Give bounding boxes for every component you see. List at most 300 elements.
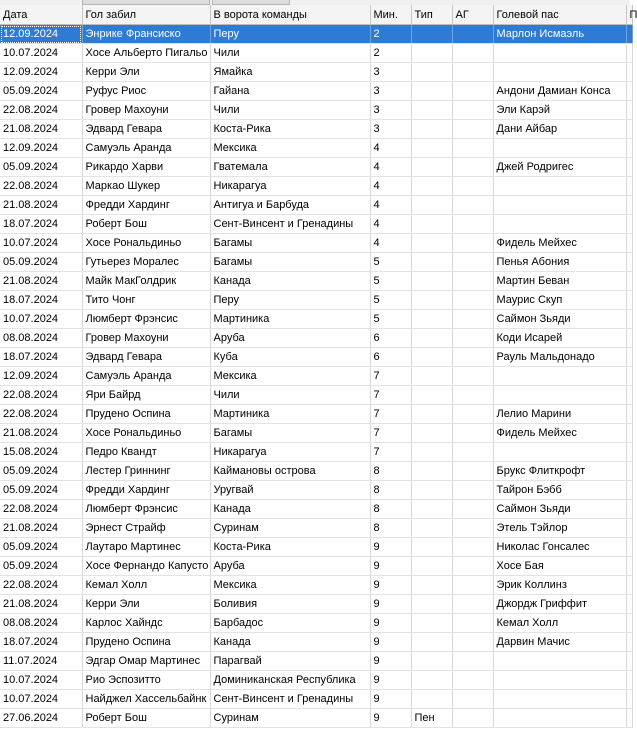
cell-minute[interactable]: 5 bbox=[370, 253, 411, 272]
cell-extra[interactable] bbox=[626, 82, 632, 101]
cell-minute[interactable]: 2 bbox=[370, 44, 411, 63]
cell-type[interactable] bbox=[411, 196, 452, 215]
cell-own-goal[interactable] bbox=[452, 386, 493, 405]
cell-against[interactable]: Аруба bbox=[210, 557, 370, 576]
table-row[interactable] bbox=[0, 500, 632, 519]
cell-minute[interactable]: 6 bbox=[370, 329, 411, 348]
cell-date[interactable]: 21.08.2024 bbox=[0, 272, 82, 291]
cell-type[interactable] bbox=[411, 671, 452, 690]
cell-assist[interactable] bbox=[493, 367, 626, 386]
cell-minute[interactable]: 2 bbox=[370, 25, 411, 44]
cell-minute[interactable]: 3 bbox=[370, 101, 411, 120]
cell-assist[interactable]: Дани Айбар bbox=[493, 120, 626, 139]
cell-scorer[interactable]: Эдвард Гевара bbox=[82, 120, 210, 139]
cell-type[interactable] bbox=[411, 405, 452, 424]
table-row[interactable] bbox=[0, 367, 632, 386]
cell-extra[interactable] bbox=[626, 196, 632, 215]
cell-scorer[interactable]: Гровер Махоуни bbox=[82, 329, 210, 348]
cell-scorer[interactable]: Фредди Хардинг bbox=[82, 196, 210, 215]
table-row[interactable] bbox=[0, 481, 632, 500]
cell-scorer[interactable]: Самуэль Аранда bbox=[82, 139, 210, 158]
cell-extra[interactable] bbox=[626, 348, 632, 367]
table-row[interactable] bbox=[0, 139, 632, 158]
cell-type[interactable] bbox=[411, 44, 452, 63]
cell-extra[interactable] bbox=[626, 690, 632, 709]
cell-own-goal[interactable] bbox=[452, 177, 493, 196]
cell-scorer[interactable]: Яри Байрд bbox=[82, 386, 210, 405]
cell-type[interactable] bbox=[411, 177, 452, 196]
col-header-assist[interactable]: Голевой пас bbox=[493, 5, 626, 25]
cell-date[interactable]: 10.07.2024 bbox=[0, 234, 82, 253]
cell-minute[interactable]: 8 bbox=[370, 500, 411, 519]
col-header-extra[interactable]: П bbox=[626, 5, 632, 25]
cell-assist[interactable] bbox=[493, 177, 626, 196]
cell-minute[interactable]: 4 bbox=[370, 139, 411, 158]
cell-assist[interactable]: Николас Гонсалес bbox=[493, 538, 626, 557]
cell-extra[interactable] bbox=[626, 652, 632, 671]
cell-type[interactable] bbox=[411, 348, 452, 367]
cell-date[interactable]: 05.09.2024 bbox=[0, 462, 82, 481]
cell-assist[interactable] bbox=[493, 139, 626, 158]
table-row[interactable] bbox=[0, 196, 632, 215]
cell-date[interactable]: 18.07.2024 bbox=[0, 633, 82, 652]
cell-against[interactable]: Коста-Рика bbox=[210, 120, 370, 139]
cell-against[interactable]: Перу bbox=[210, 25, 370, 44]
cell-date[interactable]: 21.08.2024 bbox=[0, 424, 82, 443]
cell-against[interactable]: Багамы bbox=[210, 234, 370, 253]
cell-scorer[interactable]: Педро Квандт bbox=[82, 443, 210, 462]
table-row[interactable] bbox=[0, 82, 632, 101]
cell-assist[interactable]: Хосе Бая bbox=[493, 557, 626, 576]
table-row[interactable] bbox=[0, 557, 632, 576]
cell-extra[interactable] bbox=[626, 44, 632, 63]
cell-own-goal[interactable] bbox=[452, 367, 493, 386]
cell-minute[interactable]: 9 bbox=[370, 690, 411, 709]
cell-minute[interactable]: 9 bbox=[370, 576, 411, 595]
cell-extra[interactable] bbox=[626, 443, 632, 462]
cell-extra[interactable] bbox=[626, 63, 632, 82]
cell-extra[interactable] bbox=[626, 538, 632, 557]
cell-type[interactable] bbox=[411, 329, 452, 348]
cell-minute[interactable]: 5 bbox=[370, 310, 411, 329]
cell-assist[interactable] bbox=[493, 443, 626, 462]
cell-type[interactable] bbox=[411, 576, 452, 595]
col-header-own-goal[interactable]: АГ bbox=[452, 5, 493, 25]
cell-type[interactable] bbox=[411, 538, 452, 557]
cell-scorer[interactable]: Карлос Хайндс bbox=[82, 614, 210, 633]
table-row[interactable] bbox=[0, 576, 632, 595]
cell-assist[interactable]: Фидель Мейхес bbox=[493, 234, 626, 253]
cell-scorer[interactable]: Рио Эспозитто bbox=[82, 671, 210, 690]
cell-scorer[interactable]: Роберт Бош bbox=[82, 709, 210, 728]
cell-minute[interactable]: 9 bbox=[370, 557, 411, 576]
cell-type[interactable] bbox=[411, 310, 452, 329]
cell-assist[interactable]: Эрик Коллинз bbox=[493, 576, 626, 595]
cell-scorer[interactable]: Кемал Холл bbox=[82, 576, 210, 595]
cell-assist[interactable] bbox=[493, 215, 626, 234]
cell-type[interactable] bbox=[411, 120, 452, 139]
cell-minute[interactable]: 7 bbox=[370, 405, 411, 424]
table-row[interactable] bbox=[0, 709, 632, 728]
table-row[interactable] bbox=[0, 120, 632, 139]
cell-date[interactable]: 12.09.2024 bbox=[0, 367, 82, 386]
table-row[interactable] bbox=[0, 652, 632, 671]
cell-against[interactable]: Сент-Винсент и Гренадины bbox=[210, 690, 370, 709]
cell-scorer[interactable]: Найджел Хассельбайнк bbox=[82, 690, 210, 709]
cell-minute[interactable]: 4 bbox=[370, 196, 411, 215]
table-row[interactable] bbox=[0, 291, 632, 310]
cell-minute[interactable]: 9 bbox=[370, 614, 411, 633]
cell-against[interactable]: Суринам bbox=[210, 519, 370, 538]
table-row[interactable] bbox=[0, 633, 632, 652]
cell-date[interactable]: 05.09.2024 bbox=[0, 557, 82, 576]
cell-against[interactable]: Багамы bbox=[210, 424, 370, 443]
cell-extra[interactable] bbox=[626, 519, 632, 538]
cell-assist[interactable]: Андони Дамиан Конса bbox=[493, 82, 626, 101]
cell-type[interactable] bbox=[411, 291, 452, 310]
cell-date[interactable]: 22.08.2024 bbox=[0, 177, 82, 196]
cell-date[interactable]: 12.09.2024 bbox=[0, 63, 82, 82]
cell-assist[interactable]: Саймон Зьяди bbox=[493, 500, 626, 519]
table-row[interactable] bbox=[0, 215, 632, 234]
cell-own-goal[interactable] bbox=[452, 120, 493, 139]
cell-extra[interactable] bbox=[626, 215, 632, 234]
cell-against[interactable]: Гайана bbox=[210, 82, 370, 101]
cell-extra[interactable] bbox=[626, 177, 632, 196]
cell-against[interactable]: Перу bbox=[210, 291, 370, 310]
cell-against[interactable]: Каймановы острова bbox=[210, 462, 370, 481]
cell-scorer[interactable]: Люмберт Фрэнсис bbox=[82, 500, 210, 519]
cell-assist[interactable]: Маурис Скуп bbox=[493, 291, 626, 310]
cell-own-goal[interactable] bbox=[452, 576, 493, 595]
cell-assist[interactable] bbox=[493, 196, 626, 215]
cell-minute[interactable]: 4 bbox=[370, 215, 411, 234]
cell-own-goal[interactable] bbox=[452, 595, 493, 614]
table-row[interactable] bbox=[0, 101, 632, 120]
cell-own-goal[interactable] bbox=[452, 709, 493, 728]
cell-against[interactable]: Канада bbox=[210, 272, 370, 291]
cell-scorer[interactable]: Эдгар Омар Мартинес bbox=[82, 652, 210, 671]
cell-against[interactable]: Никарагуа bbox=[210, 443, 370, 462]
cell-scorer[interactable]: Фредди Хардинг bbox=[82, 481, 210, 500]
cell-extra[interactable] bbox=[626, 139, 632, 158]
cell-scorer[interactable]: Люмберт Фрэнсис bbox=[82, 310, 210, 329]
cell-type[interactable] bbox=[411, 139, 452, 158]
cell-scorer[interactable]: Маркао Шукер bbox=[82, 177, 210, 196]
cell-scorer[interactable]: Эрнест Страйф bbox=[82, 519, 210, 538]
cell-assist[interactable]: Коди Исарей bbox=[493, 329, 626, 348]
table-row[interactable] bbox=[0, 405, 632, 424]
cell-scorer[interactable]: Хосе Рональдиньо bbox=[82, 234, 210, 253]
cell-type[interactable] bbox=[411, 82, 452, 101]
cell-minute[interactable]: 4 bbox=[370, 158, 411, 177]
cell-type[interactable] bbox=[411, 481, 452, 500]
cell-assist[interactable]: Пенья Абония bbox=[493, 253, 626, 272]
cell-date[interactable]: 12.09.2024 bbox=[0, 25, 82, 44]
cell-type[interactable] bbox=[411, 614, 452, 633]
cell-scorer[interactable]: Гровер Махоуни bbox=[82, 101, 210, 120]
cell-against[interactable]: Никарагуа bbox=[210, 177, 370, 196]
cell-date[interactable]: 10.07.2024 bbox=[0, 310, 82, 329]
cell-scorer[interactable]: Прудено Оспина bbox=[82, 633, 210, 652]
cell-type[interactable] bbox=[411, 63, 452, 82]
cell-extra[interactable] bbox=[626, 25, 632, 44]
cell-date[interactable]: 05.09.2024 bbox=[0, 253, 82, 272]
cell-minute[interactable]: 7 bbox=[370, 443, 411, 462]
cell-extra[interactable] bbox=[626, 595, 632, 614]
cell-assist[interactable]: Этель Тэйлор bbox=[493, 519, 626, 538]
cell-type[interactable] bbox=[411, 500, 452, 519]
col-header-type[interactable]: Тип bbox=[411, 5, 452, 25]
cell-extra[interactable] bbox=[626, 557, 632, 576]
cell-assist[interactable]: Саймон Зьяди bbox=[493, 310, 626, 329]
cell-date[interactable]: 21.08.2024 bbox=[0, 120, 82, 139]
cell-date[interactable]: 21.08.2024 bbox=[0, 595, 82, 614]
cell-own-goal[interactable] bbox=[452, 82, 493, 101]
cell-minute[interactable]: 4 bbox=[370, 234, 411, 253]
cell-type[interactable] bbox=[411, 519, 452, 538]
cell-own-goal[interactable] bbox=[452, 671, 493, 690]
cell-own-goal[interactable] bbox=[452, 519, 493, 538]
cell-extra[interactable] bbox=[626, 462, 632, 481]
cell-own-goal[interactable] bbox=[452, 25, 493, 44]
cell-type[interactable]: Пен bbox=[411, 709, 452, 728]
table-row[interactable] bbox=[0, 443, 632, 462]
col-header-scorer[interactable]: Гол забил bbox=[82, 5, 210, 25]
cell-date[interactable]: 18.07.2024 bbox=[0, 215, 82, 234]
cell-against[interactable]: Антигуа и Барбуда bbox=[210, 196, 370, 215]
table-row[interactable] bbox=[0, 424, 632, 443]
cell-scorer[interactable]: Хосе Рональдиньо bbox=[82, 424, 210, 443]
cell-extra[interactable] bbox=[626, 310, 632, 329]
cell-type[interactable] bbox=[411, 253, 452, 272]
cell-assist[interactable]: Марлон Исмаэль bbox=[493, 25, 626, 44]
cell-type[interactable] bbox=[411, 462, 452, 481]
cell-own-goal[interactable] bbox=[452, 614, 493, 633]
cell-assist[interactable]: Дарвин Мачис bbox=[493, 633, 626, 652]
cell-assist[interactable]: Кемал Холл bbox=[493, 614, 626, 633]
cell-type[interactable] bbox=[411, 652, 452, 671]
cell-against[interactable]: Уругвай bbox=[210, 481, 370, 500]
cell-extra[interactable] bbox=[626, 101, 632, 120]
cell-scorer[interactable]: Хосе Альберто Пигальо bbox=[82, 44, 210, 63]
cell-scorer[interactable]: Рикардо Харви bbox=[82, 158, 210, 177]
cell-own-goal[interactable] bbox=[452, 44, 493, 63]
cell-scorer[interactable]: Энрике Франсиско bbox=[82, 25, 210, 44]
cell-minute[interactable]: 8 bbox=[370, 462, 411, 481]
cell-own-goal[interactable] bbox=[452, 348, 493, 367]
table-row[interactable] bbox=[0, 348, 632, 367]
cell-own-goal[interactable] bbox=[452, 234, 493, 253]
cell-extra[interactable] bbox=[626, 709, 632, 728]
cell-own-goal[interactable] bbox=[452, 443, 493, 462]
cell-type[interactable] bbox=[411, 595, 452, 614]
cell-date[interactable]: 21.08.2024 bbox=[0, 519, 82, 538]
table-row[interactable] bbox=[0, 538, 632, 557]
cell-scorer[interactable]: Керри Эли bbox=[82, 63, 210, 82]
cell-assist[interactable]: Лелио Марини bbox=[493, 405, 626, 424]
cell-extra[interactable] bbox=[626, 500, 632, 519]
cell-assist[interactable]: Фидель Мейхес bbox=[493, 424, 626, 443]
cell-date[interactable]: 08.08.2024 bbox=[0, 329, 82, 348]
cell-own-goal[interactable] bbox=[452, 424, 493, 443]
cell-date[interactable]: 11.07.2024 bbox=[0, 652, 82, 671]
cell-against[interactable]: Чили bbox=[210, 386, 370, 405]
cell-type[interactable] bbox=[411, 234, 452, 253]
cell-assist[interactable]: Рауль Мальдонадо bbox=[493, 348, 626, 367]
cell-extra[interactable] bbox=[626, 424, 632, 443]
cell-against[interactable]: Канада bbox=[210, 633, 370, 652]
table-row[interactable] bbox=[0, 63, 632, 82]
cell-type[interactable] bbox=[411, 215, 452, 234]
cell-minute[interactable]: 9 bbox=[370, 652, 411, 671]
col-header-minute[interactable]: Мин. bbox=[370, 5, 411, 25]
cell-against[interactable]: Коста-Рика bbox=[210, 538, 370, 557]
cell-extra[interactable] bbox=[626, 158, 632, 177]
cell-extra[interactable] bbox=[626, 367, 632, 386]
cell-type[interactable] bbox=[411, 386, 452, 405]
cell-extra[interactable] bbox=[626, 614, 632, 633]
cell-assist[interactable] bbox=[493, 386, 626, 405]
cell-against[interactable]: Гватемала bbox=[210, 158, 370, 177]
cell-own-goal[interactable] bbox=[452, 310, 493, 329]
cell-own-goal[interactable] bbox=[452, 158, 493, 177]
cell-against[interactable]: Мартиника bbox=[210, 405, 370, 424]
cell-against[interactable]: Барбадос bbox=[210, 614, 370, 633]
cell-minute[interactable]: 7 bbox=[370, 424, 411, 443]
cell-own-goal[interactable] bbox=[452, 538, 493, 557]
table-row[interactable] bbox=[0, 671, 632, 690]
cell-own-goal[interactable] bbox=[452, 291, 493, 310]
cell-assist[interactable]: Эли Карэй bbox=[493, 101, 626, 120]
cell-date[interactable]: 10.07.2024 bbox=[0, 44, 82, 63]
cell-minute[interactable]: 9 bbox=[370, 633, 411, 652]
cell-own-goal[interactable] bbox=[452, 63, 493, 82]
cell-scorer[interactable]: Керри Эли bbox=[82, 595, 210, 614]
cell-own-goal[interactable] bbox=[452, 272, 493, 291]
cell-assist[interactable] bbox=[493, 690, 626, 709]
cell-assist[interactable]: Джордж Гриффит bbox=[493, 595, 626, 614]
cell-assist[interactable] bbox=[493, 652, 626, 671]
cell-own-goal[interactable] bbox=[452, 253, 493, 272]
cell-assist[interactable] bbox=[493, 709, 626, 728]
cell-assist[interactable]: Брукс Флиткрофт bbox=[493, 462, 626, 481]
cell-extra[interactable] bbox=[626, 253, 632, 272]
cell-date[interactable]: 05.09.2024 bbox=[0, 481, 82, 500]
cell-scorer[interactable]: Прудено Оспина bbox=[82, 405, 210, 424]
cell-extra[interactable] bbox=[626, 481, 632, 500]
cell-minute[interactable]: 8 bbox=[370, 519, 411, 538]
cell-own-goal[interactable] bbox=[452, 405, 493, 424]
table-row[interactable] bbox=[0, 329, 632, 348]
cell-against[interactable]: Чили bbox=[210, 44, 370, 63]
cell-minute[interactable]: 9 bbox=[370, 709, 411, 728]
cell-scorer[interactable]: Хосе Фернандо Капусто bbox=[82, 557, 210, 576]
table-row[interactable] bbox=[0, 519, 632, 538]
cell-minute[interactable]: 3 bbox=[370, 120, 411, 139]
cell-minute[interactable]: 9 bbox=[370, 671, 411, 690]
cell-against[interactable]: Мексика bbox=[210, 576, 370, 595]
cell-against[interactable]: Ямайка bbox=[210, 63, 370, 82]
cell-assist[interactable]: Джей Родригес bbox=[493, 158, 626, 177]
cell-against[interactable]: Куба bbox=[210, 348, 370, 367]
cell-against[interactable]: Сент-Винсент и Гренадины bbox=[210, 215, 370, 234]
cell-extra[interactable] bbox=[626, 291, 632, 310]
cell-own-goal[interactable] bbox=[452, 557, 493, 576]
cell-type[interactable] bbox=[411, 101, 452, 120]
cell-minute[interactable]: 8 bbox=[370, 481, 411, 500]
table-row[interactable] bbox=[0, 234, 632, 253]
table-row[interactable] bbox=[0, 386, 632, 405]
cell-own-goal[interactable] bbox=[452, 690, 493, 709]
cell-assist[interactable] bbox=[493, 44, 626, 63]
col-header-date[interactable]: Дата bbox=[0, 5, 82, 25]
cell-against[interactable]: Багамы bbox=[210, 253, 370, 272]
table-row[interactable] bbox=[0, 690, 632, 709]
cell-type[interactable] bbox=[411, 158, 452, 177]
cell-against[interactable]: Канада bbox=[210, 500, 370, 519]
cell-own-goal[interactable] bbox=[452, 215, 493, 234]
col-header-against[interactable]: В ворота команды bbox=[210, 5, 370, 25]
cell-extra[interactable] bbox=[626, 272, 632, 291]
cell-extra[interactable] bbox=[626, 386, 632, 405]
cell-type[interactable] bbox=[411, 443, 452, 462]
cell-date[interactable]: 27.06.2024 bbox=[0, 709, 82, 728]
cell-type[interactable] bbox=[411, 690, 452, 709]
cell-assist[interactable]: Тайрон Бэбб bbox=[493, 481, 626, 500]
cell-date[interactable]: 22.08.2024 bbox=[0, 386, 82, 405]
cell-minute[interactable]: 5 bbox=[370, 291, 411, 310]
cell-own-goal[interactable] bbox=[452, 481, 493, 500]
cell-date[interactable]: 18.07.2024 bbox=[0, 348, 82, 367]
cell-extra[interactable] bbox=[626, 405, 632, 424]
cell-extra[interactable] bbox=[626, 633, 632, 652]
cell-scorer[interactable]: Майк МакГолдрик bbox=[82, 272, 210, 291]
cell-scorer[interactable]: Самуэль Аранда bbox=[82, 367, 210, 386]
cell-minute[interactable]: 3 bbox=[370, 82, 411, 101]
cell-scorer[interactable]: Лаутаро Мартинес bbox=[82, 538, 210, 557]
cell-date[interactable]: 22.08.2024 bbox=[0, 101, 82, 120]
cell-scorer[interactable]: Роберт Бош bbox=[82, 215, 210, 234]
cell-date[interactable]: 21.08.2024 bbox=[0, 196, 82, 215]
table-row[interactable] bbox=[0, 462, 632, 481]
table-row[interactable] bbox=[0, 25, 632, 44]
cell-extra[interactable] bbox=[626, 671, 632, 690]
cell-against[interactable]: Мартиника bbox=[210, 310, 370, 329]
table-row[interactable] bbox=[0, 158, 632, 177]
cell-minute[interactable]: 6 bbox=[370, 348, 411, 367]
cell-date[interactable]: 05.09.2024 bbox=[0, 538, 82, 557]
cell-date[interactable]: 10.07.2024 bbox=[0, 690, 82, 709]
cell-against[interactable]: Парагвай bbox=[210, 652, 370, 671]
cell-date[interactable]: 08.08.2024 bbox=[0, 614, 82, 633]
table-row[interactable] bbox=[0, 177, 632, 196]
cell-extra[interactable] bbox=[626, 329, 632, 348]
cell-own-goal[interactable] bbox=[452, 196, 493, 215]
table-row[interactable] bbox=[0, 595, 632, 614]
cell-scorer[interactable]: Руфус Риос bbox=[82, 82, 210, 101]
cell-own-goal[interactable] bbox=[452, 139, 493, 158]
cell-own-goal[interactable] bbox=[452, 329, 493, 348]
cell-minute[interactable]: 7 bbox=[370, 367, 411, 386]
cell-own-goal[interactable] bbox=[452, 652, 493, 671]
cell-against[interactable]: Чили bbox=[210, 101, 370, 120]
cell-own-goal[interactable] bbox=[452, 633, 493, 652]
cell-date[interactable]: 12.09.2024 bbox=[0, 139, 82, 158]
cell-minute[interactable]: 9 bbox=[370, 595, 411, 614]
cell-minute[interactable]: 7 bbox=[370, 386, 411, 405]
table-row[interactable] bbox=[0, 253, 632, 272]
